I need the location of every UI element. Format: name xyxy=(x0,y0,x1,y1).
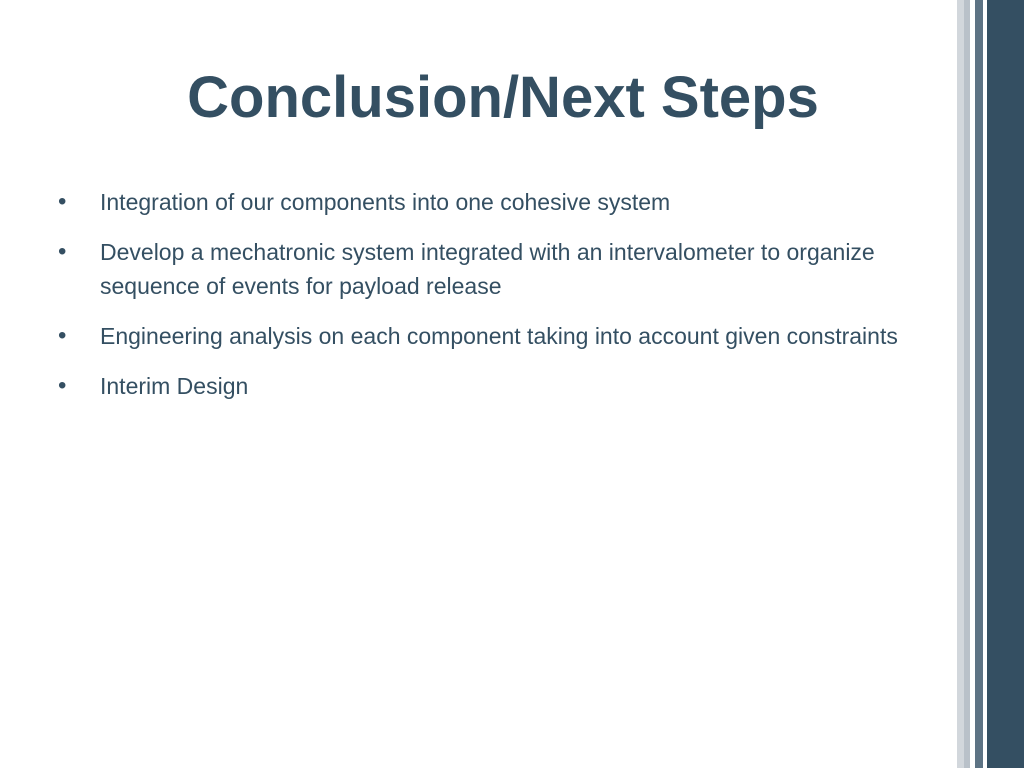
stripe-mid xyxy=(975,0,983,768)
bullet-list xyxy=(58,185,898,419)
stripe-dark xyxy=(987,0,1024,768)
bullet-marker: • xyxy=(58,238,67,265)
bullet-text: Develop a mechatronic system integrated with an intervalometer to organize sequence of events for payload release xyxy=(100,239,875,299)
stripe-lightest xyxy=(957,0,964,768)
list-item xyxy=(58,235,898,303)
bullet-marker: • xyxy=(58,188,67,215)
slide-title: Conclusion/Next Steps xyxy=(187,65,819,130)
bullet-text: Engineering analysis on each component taking into account given constraints xyxy=(100,323,898,349)
bullet-text: Integration of our components into one cohesive system xyxy=(100,189,671,215)
list-item xyxy=(58,319,898,353)
bullet-marker: • xyxy=(58,322,67,349)
bullet-text: Interim Design xyxy=(100,373,249,399)
bullet-marker: • xyxy=(58,372,67,399)
list-item xyxy=(58,369,898,403)
decorative-side-stripes xyxy=(957,0,1024,768)
list-item xyxy=(58,185,898,219)
